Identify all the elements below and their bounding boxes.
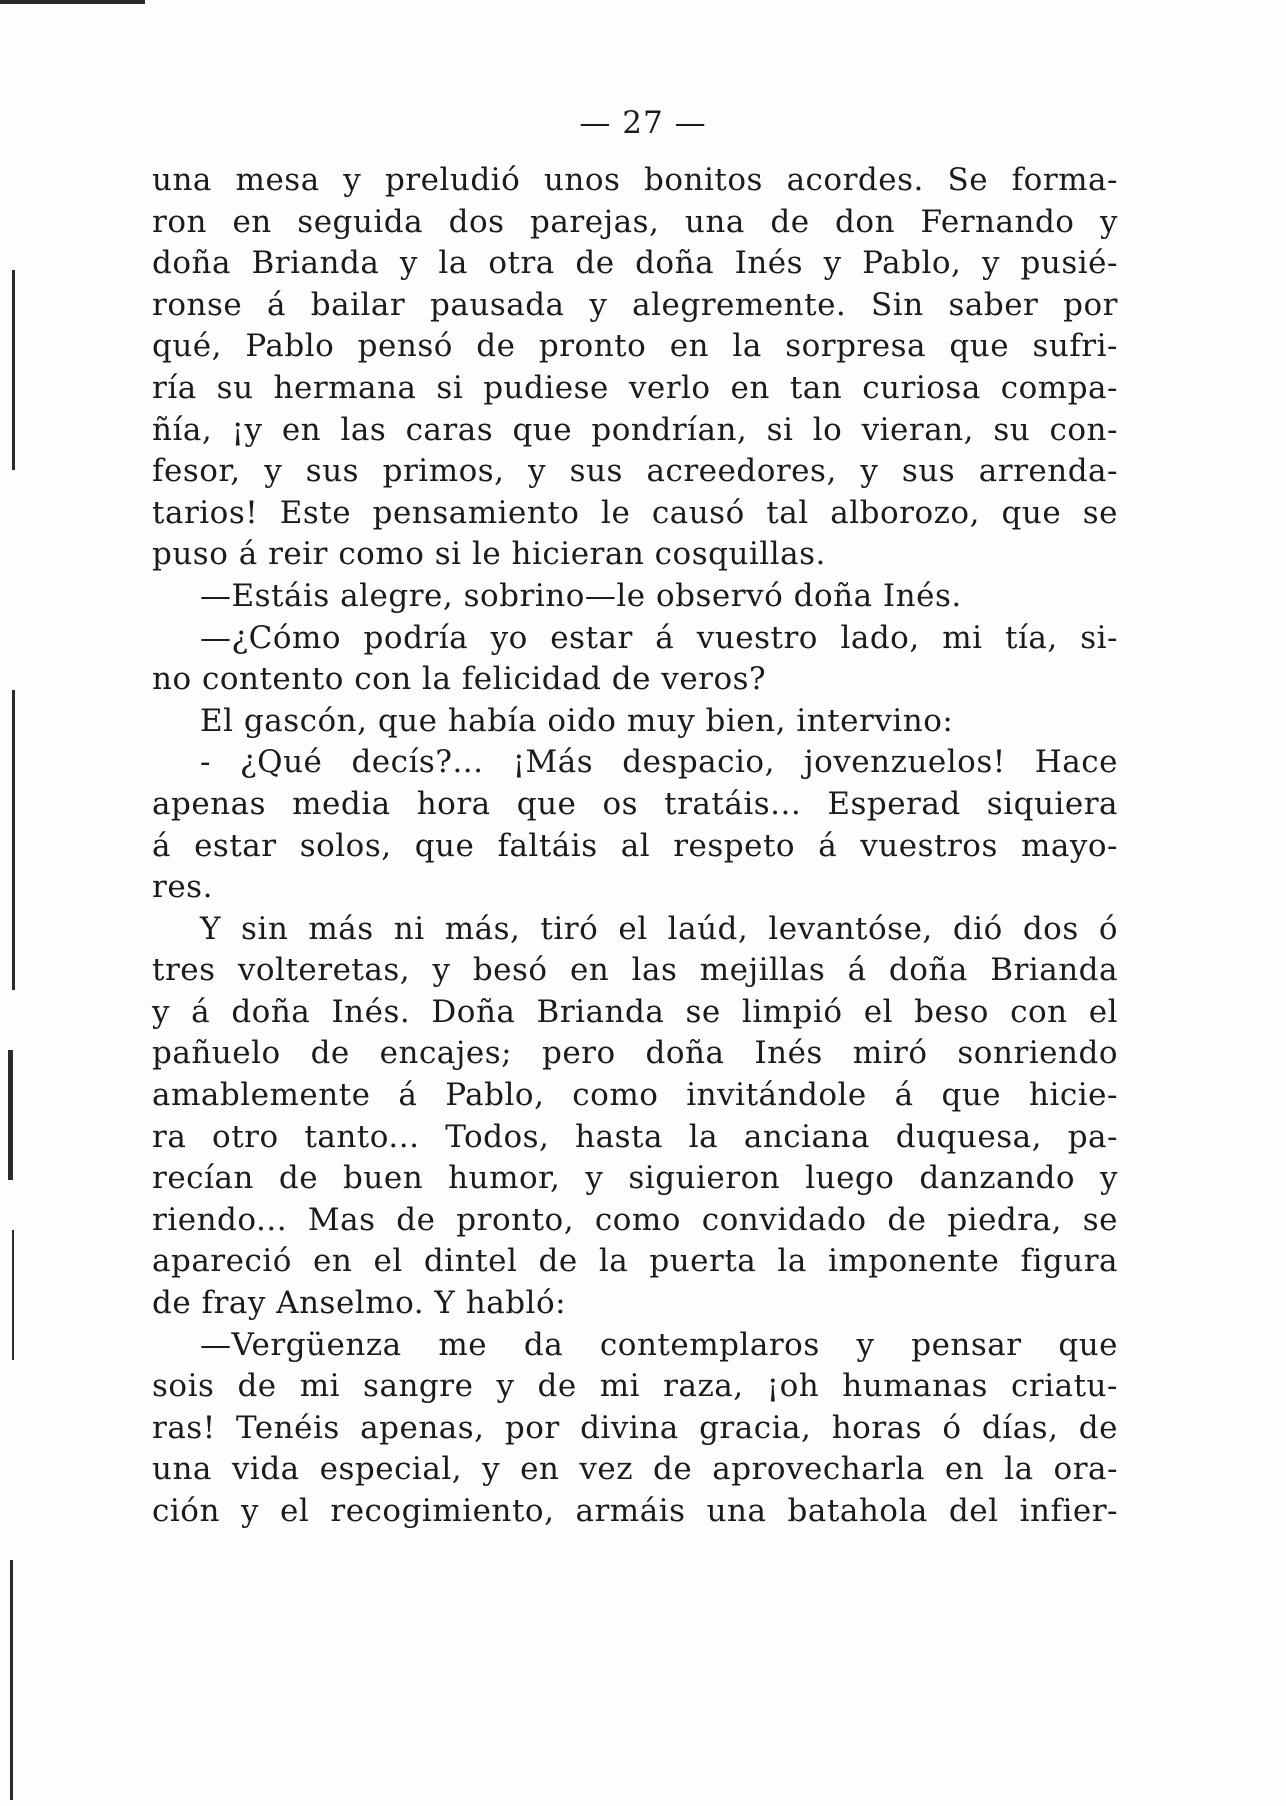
text-line: de fray Anselmo. Y habló: (152, 1285, 567, 1322)
text-line: apareció en el dintel de la puerta la imponente figura (152, 1243, 1118, 1280)
text-line: á estar solos, que faltáis al respeto á vuestros mayo- (152, 827, 1118, 864)
text-line: Y sin más ni más, tiró el laúd, levantóse, dió dos ó (200, 910, 1118, 947)
page-number: — 27 — (579, 105, 707, 141)
top-edge-rule (0, 0, 145, 4)
text-line: puso á reir como si le hicieran cosquillas. (152, 536, 826, 573)
text-line: amablemente á Pablo, como invitándole á que hicie- (152, 1077, 1118, 1114)
text-line: fesor, y sus primos, y sus acreedores, y sus arrenda- (152, 453, 1118, 490)
text-line: qué, Pablo pensó de pronto en la sorpresa que sufri- (152, 328, 1118, 365)
text-line: no contento con la felicidad de veros? (152, 661, 767, 698)
text-line: una vida especial, y en vez de aprovecharla en la ora- (152, 1451, 1118, 1488)
text-line: —¿Cómo podría yo estar á vuestro lado, mi tía, si- (200, 619, 1118, 656)
text-line: recían de buen humor, y siguieron luego danzando y (152, 1160, 1118, 1197)
binding-mark (10, 1560, 13, 1800)
text-line: ra otro tanto... Todos, hasta la anciana duquesa, pa- (152, 1118, 1118, 1155)
binding-mark (12, 1230, 14, 1360)
text-line: —Vergüenza me da contemplaros y pensar que (200, 1326, 1118, 1363)
text-line: apenas media hora que os tratáis... Esperad siquiera (152, 785, 1118, 822)
text-line: riendo... Mas de pronto, como convidado de piedra, se (152, 1201, 1118, 1238)
text-line: ñía, ¡y en las caras que pondrían, si lo vieran, su con- (152, 411, 1118, 448)
text-line: El gascón, que había oido muy bien, intervino: (200, 702, 954, 739)
text-line: ras! Tenéis apenas, por divina gracia, horas ó días, de (152, 1409, 1118, 1446)
text-line: tres volteretas, y besó en las mejillas á doña Brianda (152, 952, 1118, 989)
text-line: res. (152, 869, 213, 906)
text-line: una mesa y preludió unos bonitos acordes. Se forma- (152, 162, 1118, 198)
text-line: ción y el recogimiento, armáis una batahola del infier- (152, 1493, 1118, 1529)
text-line: sois de mi sangre y de mi raza, ¡oh humanas criatu- (152, 1368, 1118, 1405)
text-line: doña Brianda y la otra de doña Inés y Pablo, y pusié- (152, 245, 1118, 282)
binding-mark (8, 1050, 13, 1180)
text-line: tarios! Este pensamiento le causó tal alborozo, que se (152, 494, 1118, 531)
text-line: —Estáis alegre, sobrino—le observó doña Inés. (200, 577, 962, 614)
text-line: ronse á bailar pausada y alegremente. Sin saber por (152, 286, 1118, 323)
text-line: - ¿Qué decís?... ¡Más despacio, jovenzuelos! Hace (200, 744, 1118, 781)
text-line: ría su hermana si pudiese verlo en tan curiosa compa- (152, 369, 1118, 406)
text-line: pañuelo de encajes; pero doña Inés miró sonriendo (152, 1035, 1118, 1072)
binding-mark (12, 690, 15, 990)
text-line: y á doña Inés. Doña Brianda se limpió el beso con el (152, 993, 1118, 1030)
text-line: ron en seguida dos parejas, una de don Fernando y (152, 203, 1118, 240)
binding-mark (12, 270, 15, 470)
body-text (152, 160, 1118, 1533)
